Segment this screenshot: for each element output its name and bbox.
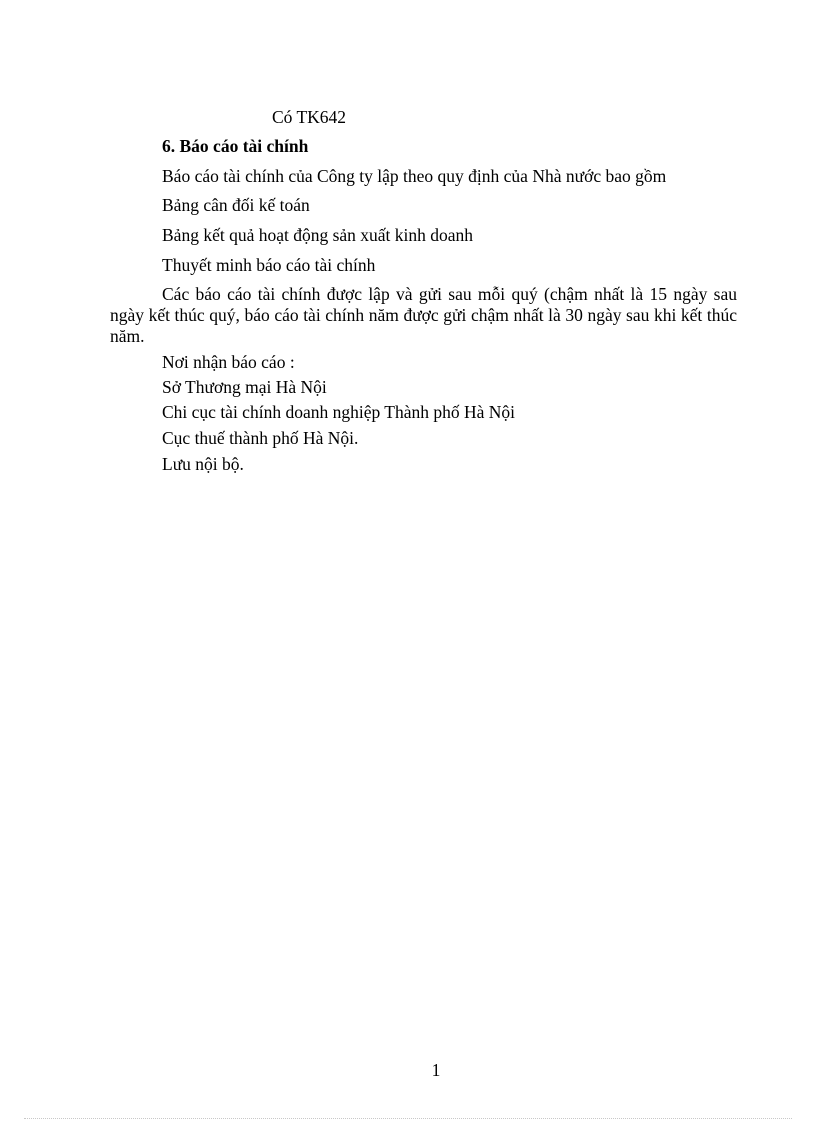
intro-line: Báo cáo tài chính của Công ty lập theo quy định của Nhà nước bao gồm (162, 166, 667, 186)
recipient-item: Cục thuế thành phố Hà Nội. (162, 428, 359, 448)
report-item: Thuyết minh báo cáo tài chính (162, 255, 376, 275)
recipient-item: Chi cục tài chính doanh nghiệp Thành phố Hà Nội (162, 402, 516, 422)
section-heading: 6. Báo cáo tài chính (162, 136, 309, 156)
recipient-item: Lưu nội bộ. (162, 454, 244, 474)
page-number: 1 (431, 1060, 441, 1080)
account-line: Có TK642 (272, 107, 347, 127)
report-item: Bảng kết quả hoạt động sản xuất kinh doanh (162, 225, 474, 245)
report-item: Bảng cân đối kế toán (162, 195, 310, 215)
recipients-label: Nơi nhận báo cáo : (162, 352, 295, 372)
schedule-paragraph: Các báo cáo tài chính được lập và gửi sau mỗi quý (chậm nhất là 15 ngày sau ngày kết thúc quý, báo cáo tài chính năm được gửi chậm nhất là 30 ngày sau khi kết thúc năm. (110, 284, 737, 346)
page-bottom-divider (24, 1118, 792, 1119)
recipient-item: Sở Thương mại Hà Nội (162, 377, 327, 397)
